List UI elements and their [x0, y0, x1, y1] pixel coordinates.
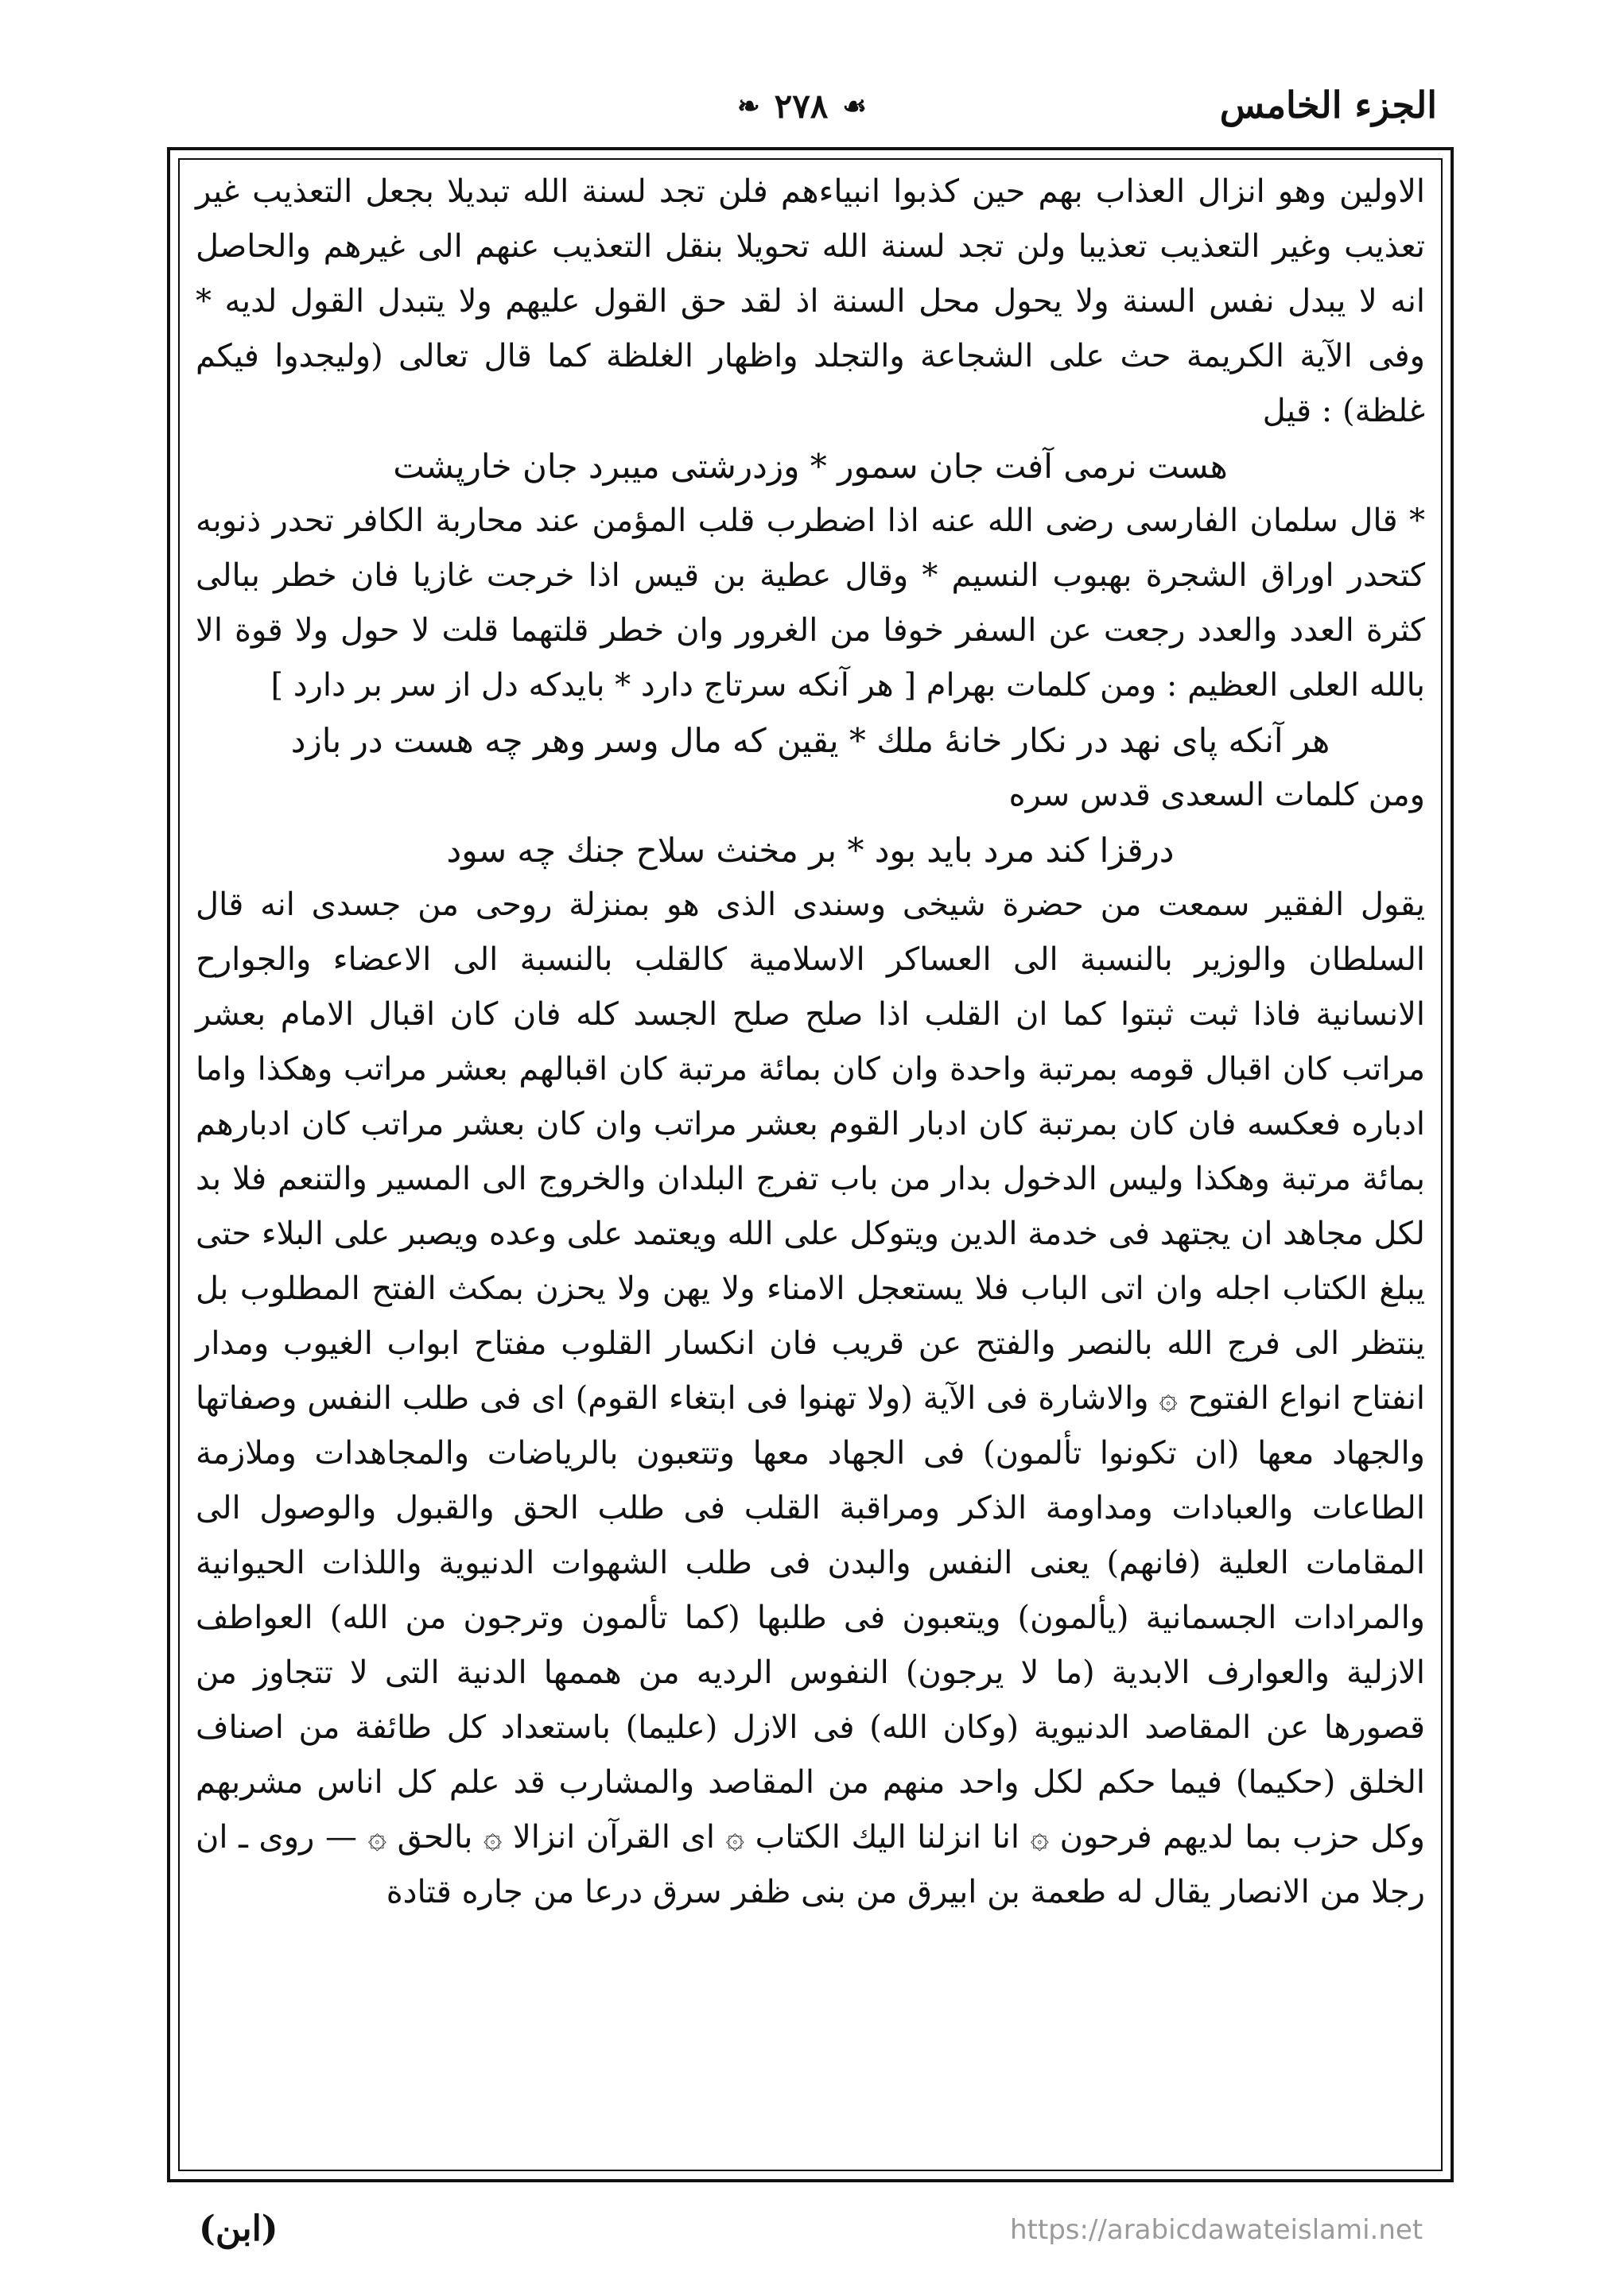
- page-number-block: [737, 87, 867, 126]
- page-number: ٢٧٨: [774, 87, 829, 126]
- catchword: (ابن): [199, 2209, 278, 2249]
- verse-2: هر آنكه پاى نهد در نكار خانۀ ملك * يقين كه مال وسر وهر چه هست در بازد: [290, 721, 1330, 760]
- verse-1: هست نرمى آفت جان سمور * وزدرشتى ميبرد جان خارپشت: [393, 447, 1228, 486]
- paragraph-3: ومن كلمات السعدى قدس سره: [1008, 777, 1425, 813]
- volume-part-title: الجزء الخامس: [1219, 83, 1437, 126]
- page-header: [167, 83, 1437, 147]
- body-text: [196, 165, 1425, 2165]
- paragraph-2: * قال سلمان الفارسى رضى الله عنه اذا اضطرب قلب المؤمن عند محاربة الكافر تحدر ذنوبه كتحدر اوراق الشجرة بهبوب النسيم * وقال عطية بن قيس اذا خرجت غازيا فان خطر ببالى كثرة العدد والعدد رجعت عن السفر خوفا من الغرور وان خطر قلتهما قلت لا حول ولا قوة الا بالله العلى العظيم : ومن كلمات بهرام [ هر آنكه سرتاج دارد * بايدكه دل از سر بر دارد ]: [196, 502, 1425, 704]
- verse-3: درقزا كند مرد بايد بود * بر مخنث سلاح جنك چه سود: [446, 831, 1175, 870]
- paragraph-1: الاولين وهو انزال العذاب بهم حين كذبوا انبياءهم فلن تجد لسنة الله تبديلا بجعل التعذيب غير تعذيب وغير التعذيب تعذيبا ولن تجد لسنة الله تحويلا بنقل التعذيب عنهم الى غيرهم والحاصل انه لا يبدل نفس السنة ولا يحول محل السنة اذ لقد حق القول عليهم ولا يتبدل القول لديه * وفى الآية الكريمة حث على الشجاعة والتجلد واظهار الغلظة كما قال تعالى (وليجدوا فيكم غلظة) : قيل: [196, 173, 1425, 429]
- text-frame-inner: [178, 158, 1443, 2171]
- text-frame-outer: [167, 147, 1454, 2182]
- ornament-right-icon: ☙: [842, 90, 867, 122]
- ornament-left-icon: ❧: [737, 90, 760, 122]
- paragraph-4: يقول الفقير سمعت من حضرة شيخى وسندى الذى هو بمنزلة روحى من جسدى انه قال السلطان والوزير بالنسبة الى العساكر الاسلامية كالقلب بالنسبة الى الاعضاء والجوارح الانسانية فاذا ثبت ثبتوا كما ان القلب اذا صلح صلح الجسد كله فان كان اقبال الامام بعشر مراتب كان اقبال قومه بمرتبة واحدة وان كان بمائة مرتبة كان اقبالهم بعشر مراتب وهكذا واما ادباره فعكسه فان كان بمرتبة كان ادبار القوم بعشر مراتب وان كان بعشر مراتب كان ادبارهم بمائة مرتبة وهكذا وليس الدخول بدار من باب تفرج البلدان والخروج الى المسير والتنعم فلا بد لكل مجاهد ان يجتهد فى خدمة الدين ويتوكل على الله ويعتمد على وعده ويصبر على البلاء حتى يبلغ الكتاب اجله وان اتى الباب فلا يستعجل الامناء ولا يهن ولا يحزن بمكث الفتح المطلوب بل ينتظر الى فرج الله بالنصر والفتح عن قريب فان انكسار القلوب مفتاح ابواب الغيوب ومدار انفتاح انواع الفتوح ۞ والاشارة فى الآية (ولا تهنوا فى ابتغاء القوم) اى فى طلب النفس وصفاتها والجهاد معها (ان تكونوا تألمون) فى الجهاد معها وتتعبون بالرياضات والمجاهدات وملازمة الطاعات والعبادات ومداومة الذكر ومراقبة القلب فى طلب الحق والقبول والوصول الى المقامات العلية (فانهم) يعنى النفس والبدن فى طلب الشهوات الدنيوية واللذات الحيوانية والمرادات الجسمانية (يألمون) ويتعبون فى طلبها (كما تألمون وترجون من الله) العواطف الازلية والعوارف الابدية (ما لا يرجون) النفوس الرديه من هممها الدنية التى لا تتجاوز من قصورها عن المقاصد الدنيوية (وكان الله) فى الازل (عليما) باستعداد كل طائفة من اصناف الخلق (حكيما) فيما حكم لكل واحد منهم من المقاصد والمشارب قد علم كل اناس مشربهم وكل حزب بما لديهم فرحون ۞ انا انزلنا اليك الكتاب ۞ اى القرآن انزالا ۞ بالحق ۞ — روى ـ ان رجلا من الانصار يقال له طعمة بن ابيرق من بنى ظفر سرق درعا من جاره قتادة: [196, 886, 1425, 1910]
- watermark-url: https://arabicdawateislami.net: [1010, 2214, 1423, 2246]
